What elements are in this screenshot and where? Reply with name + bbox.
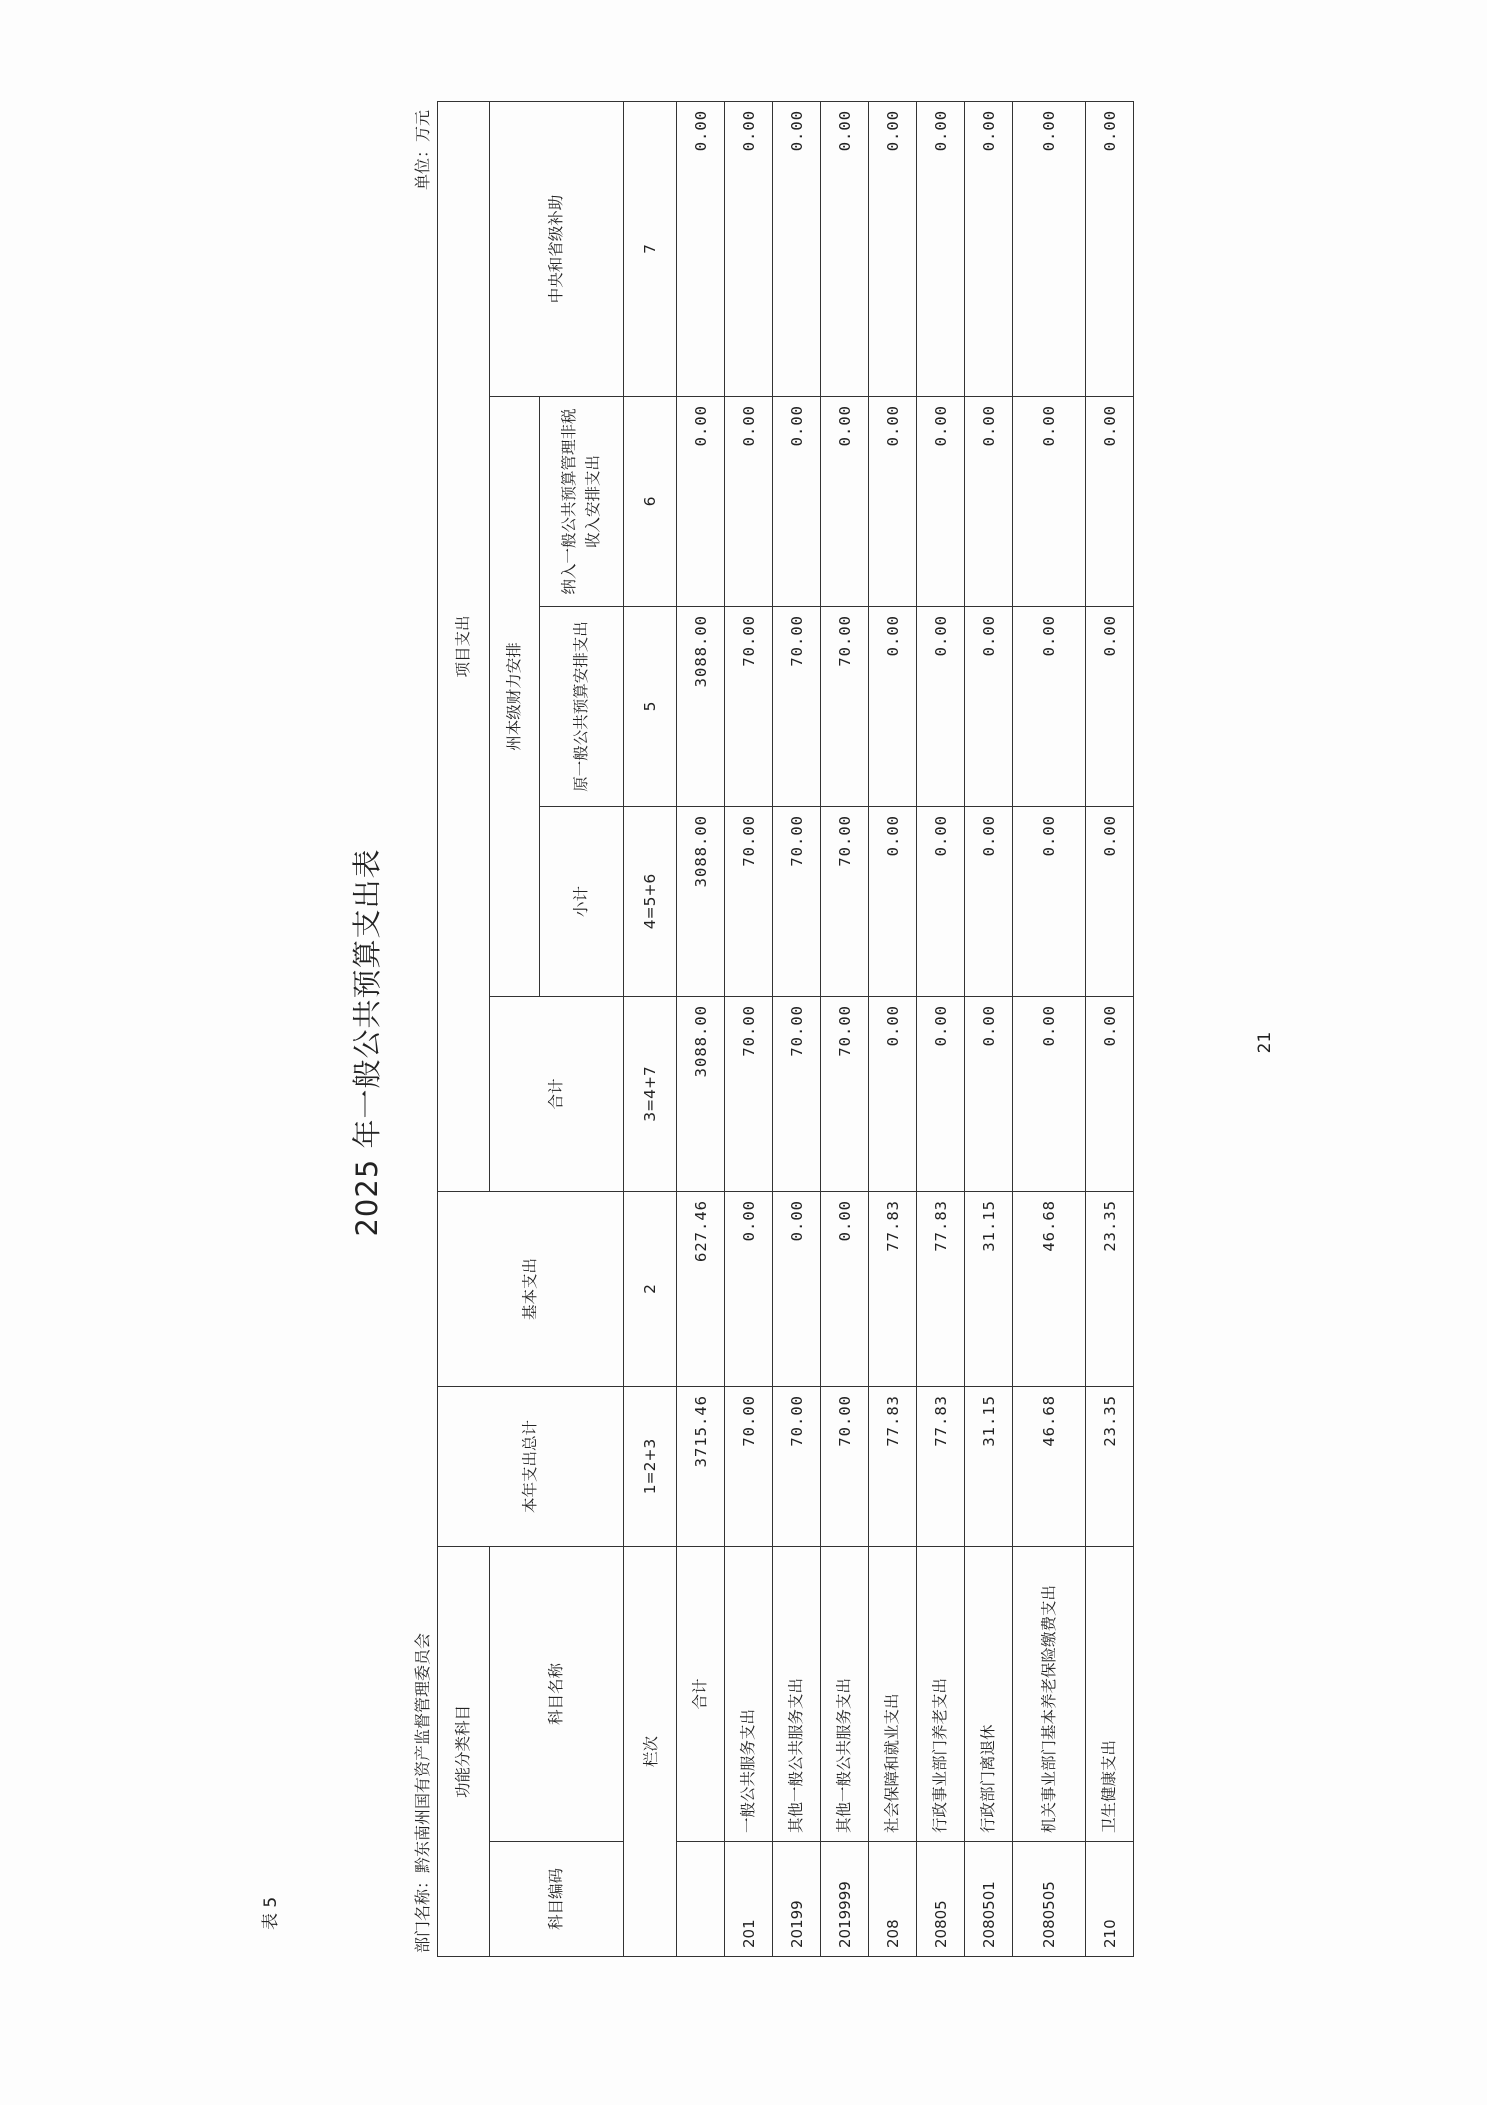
- cell-total: 23.35: [1086, 1386, 1134, 1546]
- column-number: 3=4+7: [624, 996, 677, 1191]
- row-code: 2080505: [1013, 1842, 1086, 1957]
- column-number: 5: [624, 606, 677, 806]
- row-code: [677, 1842, 725, 1957]
- cell-orig: 70.00: [725, 606, 773, 806]
- cell-project-total: 0.00: [1013, 996, 1086, 1191]
- row-name: 一般公共服务支出: [725, 1546, 773, 1841]
- table-row: [965, 101, 1013, 1956]
- cell-orig: 3088.00: [677, 606, 725, 806]
- cell-central: 0.00: [821, 101, 869, 396]
- cell-project-total: 70.00: [821, 996, 869, 1191]
- cell-total: 31.15: [965, 1386, 1013, 1546]
- page-number: 21: [1255, 1031, 1275, 1054]
- subject-name-header: 科目名称: [490, 1546, 624, 1841]
- page-title: 2025 年一般公共预算支出表: [350, 848, 384, 1237]
- cell-orig: 70.00: [773, 606, 821, 806]
- table-row: [917, 101, 965, 1956]
- cell-total: 70.00: [773, 1386, 821, 1546]
- row-code: 201: [725, 1842, 773, 1957]
- cell-subtotal: 3088.00: [677, 806, 725, 996]
- subtotal-header: 小计: [540, 806, 624, 996]
- cell-total: 3715.46: [677, 1386, 725, 1546]
- row-name: 其他一般公共服务支出: [821, 1546, 869, 1841]
- cell-basic: 0.00: [725, 1191, 773, 1386]
- cell-nontax: 0.00: [965, 396, 1013, 606]
- subject-code-header: 科目编码: [490, 1842, 624, 1957]
- function-category-header: 功能分类科目: [438, 1546, 490, 1956]
- cell-total: 46.68: [1013, 1386, 1086, 1546]
- cell-nontax: 0.00: [1013, 396, 1086, 606]
- cell-nontax: 0.00: [1086, 396, 1134, 606]
- table-row: [1013, 101, 1086, 1956]
- row-code: 20199: [773, 1842, 821, 1957]
- row-name: 机关事业部门基本养老保险缴费支出: [1013, 1546, 1086, 1841]
- cell-nontax: 0.00: [725, 396, 773, 606]
- cell-orig: 0.00: [965, 606, 1013, 806]
- cell-total: 77.83: [869, 1386, 917, 1546]
- cell-nontax: 0.00: [869, 396, 917, 606]
- row-code: 2080501: [965, 1842, 1013, 1957]
- cell-central: 0.00: [725, 101, 773, 396]
- cell-basic: 0.00: [821, 1191, 869, 1386]
- cell-project-total: 0.00: [965, 996, 1013, 1191]
- column-number: 1=2+3: [624, 1386, 677, 1546]
- rotated-content: [250, 50, 1330, 2035]
- project-total-header: 合计: [490, 996, 624, 1191]
- column-number: 7: [624, 101, 677, 396]
- cell-subtotal: 70.00: [821, 806, 869, 996]
- column-number-row: [624, 101, 677, 1956]
- cell-basic: 627.46: [677, 1191, 725, 1386]
- state-level-header: 州本级财力安排: [490, 396, 540, 996]
- table-number: 表 5: [261, 1896, 281, 1930]
- row-code: 20805: [917, 1842, 965, 1957]
- cell-nontax: 0.00: [917, 396, 965, 606]
- cell-basic: 31.15: [965, 1191, 1013, 1386]
- row-name: 合计: [677, 1546, 725, 1841]
- row-code: 210: [1086, 1842, 1134, 1957]
- orig-budget-header: 原一般公共预算安排支出: [540, 606, 624, 806]
- cell-orig: 0.00: [917, 606, 965, 806]
- cell-nontax: 0.00: [773, 396, 821, 606]
- cell-project-total: 70.00: [725, 996, 773, 1191]
- cell-subtotal: 0.00: [869, 806, 917, 996]
- cell-nontax: 0.00: [677, 396, 725, 606]
- column-number: 6: [624, 396, 677, 606]
- cell-total: 70.00: [821, 1386, 869, 1546]
- cell-orig: 0.00: [869, 606, 917, 806]
- column-number: 2: [624, 1191, 677, 1386]
- row-name: 行政部门离退休: [965, 1546, 1013, 1841]
- unit-label: 单位：万元: [413, 110, 432, 191]
- table-row: [725, 101, 773, 1956]
- table-row: [677, 101, 725, 1956]
- row-name: 行政事业部门养老支出: [917, 1546, 965, 1841]
- nontax-budget-header: 纳入一般公共预算管理非税收入安排支出: [540, 396, 624, 606]
- cell-basic: 77.83: [869, 1191, 917, 1386]
- cell-central: 0.00: [677, 101, 725, 396]
- cell-subtotal: 70.00: [725, 806, 773, 996]
- row-code: 2019999: [821, 1842, 869, 1957]
- cell-central: 0.00: [917, 101, 965, 396]
- cell-central: 0.00: [1013, 101, 1086, 396]
- cell-subtotal: 0.00: [1013, 806, 1086, 996]
- cell-project-total: 3088.00: [677, 996, 725, 1191]
- cell-orig: 0.00: [1013, 606, 1086, 806]
- row-name: 卫生健康支出: [1086, 1546, 1134, 1841]
- cell-total: 77.83: [917, 1386, 965, 1546]
- basic-header: 基本支出: [438, 1191, 624, 1386]
- cell-basic: 77.83: [917, 1191, 965, 1386]
- cell-subtotal: 0.00: [965, 806, 1013, 996]
- cell-central: 0.00: [869, 101, 917, 396]
- table-row: [773, 101, 821, 1956]
- cell-project-total: 0.00: [869, 996, 917, 1191]
- cell-project-total: 0.00: [1086, 996, 1134, 1191]
- project-header: 项目支出: [438, 101, 490, 1191]
- cell-total: 70.00: [725, 1386, 773, 1546]
- department-name: 部门名称：黔东南州国有资产监督管理委员会: [413, 1632, 432, 1953]
- cell-central: 0.00: [965, 101, 1013, 396]
- cell-subtotal: 0.00: [917, 806, 965, 996]
- cell-central: 0.00: [1086, 101, 1134, 396]
- central-subsidy-header: 中央和省级补助: [490, 101, 624, 396]
- row-name: 社会保障和就业支出: [869, 1546, 917, 1841]
- table-row: [869, 101, 917, 1956]
- column-number: 4=5+6: [624, 806, 677, 996]
- table-row: [821, 101, 869, 1956]
- table-row: [1086, 101, 1134, 1956]
- column-number-label: 栏次: [624, 1546, 677, 1956]
- cell-basic: 46.68: [1013, 1191, 1086, 1386]
- cell-subtotal: 0.00: [1086, 806, 1134, 996]
- cell-nontax: 0.00: [821, 396, 869, 606]
- cell-project-total: 70.00: [773, 996, 821, 1191]
- cell-project-total: 0.00: [917, 996, 965, 1191]
- row-name: 其他一般公共服务支出: [773, 1546, 821, 1841]
- cell-central: 0.00: [773, 101, 821, 396]
- budget-table: [437, 101, 1134, 1957]
- cell-orig: 70.00: [821, 606, 869, 806]
- cell-basic: 23.35: [1086, 1191, 1134, 1386]
- row-code: 208: [869, 1842, 917, 1957]
- cell-orig: 0.00: [1086, 606, 1134, 806]
- cell-subtotal: 70.00: [773, 806, 821, 996]
- total-header: 本年支出总计: [438, 1386, 624, 1546]
- cell-basic: 0.00: [773, 1191, 821, 1386]
